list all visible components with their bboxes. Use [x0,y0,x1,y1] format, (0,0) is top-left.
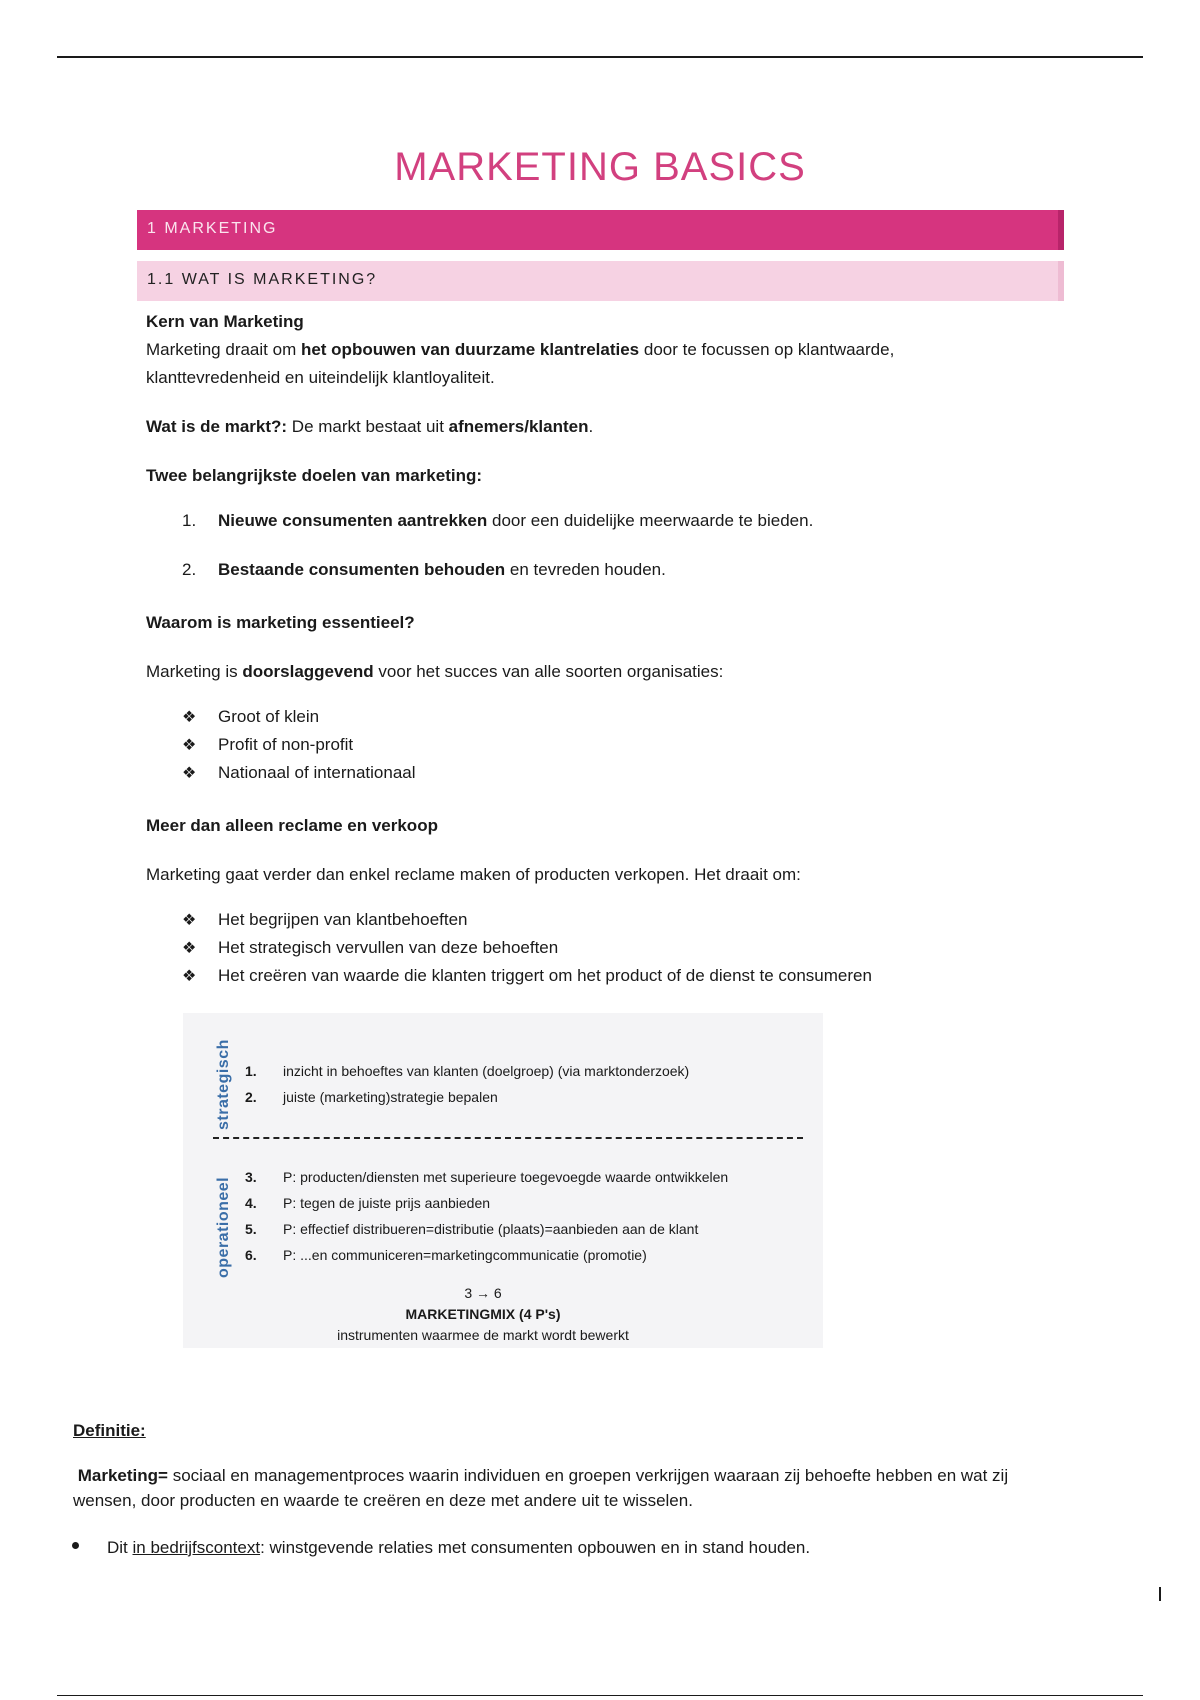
marketing-process-diagram: strategisch 1. inzicht in behoeftes van klanten (doelgroep) (via marktonderzoek) 2. juiste (marketing)strategie bepalen operationeel 3. P: producten/diensten met superieure toegevoegde waarde ontwikkelen 4. P: tegen de juiste prijs aanbieden 5. P: effectief distribueren=distributie (plaats)=aanbieden aan de klant 6. P: ...en communiceren=marketingcommunicatie (promotie) 3 → 6 MARKETINGMIX (4 P's) instrumenten waarmee de markt wordt bewerkt [183,1013,823,1348]
round-bullet-icon [72,1542,79,1549]
doelen-item: Bestaande consumenten behouden en tevreden houden. [218,560,666,579]
definitie-bullet: Dit in bedrijfscontext: winstgevende relaties met consumenten opbouwen en in stand houden. [107,1538,811,1557]
definitie-heading: Definitie: [73,1421,146,1440]
doelen-item: Nieuwe consumenten aantrekken door een duidelijke meerwaarde te bieden. [218,511,814,530]
diamond-bullet-icon: ❖ [182,968,197,985]
document-title: MARKETING BASICS [394,145,806,189]
diamond-bullet-icon: ❖ [182,737,197,754]
doelen-item-number: 2. [182,560,197,579]
diamond-bullet-icon: ❖ [182,912,197,929]
section-heading-1: 1 MARKETING [137,210,1064,250]
essentieel-heading: Waarom is marketing essentieel? [146,613,415,632]
essentieel-paragraph: Marketing is doorslaggevend voor het succes van alle soorten organisaties: [146,662,724,681]
meer-bullet: Het begrijpen van klantbehoeften [218,910,468,929]
essentieel-bullet: Groot of klein [218,707,320,726]
text-cursor [1159,1587,1161,1601]
essentieel-bullet: Profit of non-profit [218,735,354,754]
definitie-text-line-2: wensen, door producten en waarde te creëren en deze met andere uit te wisselen. [73,1491,693,1510]
diagram-caption: instrumenten waarmee de markt wordt bewerkt [337,1327,629,1343]
meer-paragraph: Marketing gaat verder dan enkel reclame maken of producten verkopen. Het draait om: [146,865,801,884]
essentieel-bullet: Nationaal of internationaal [218,763,416,782]
diagram-range: 3 → 6 [464,1285,502,1301]
markt-paragraph: Wat is de markt?: De markt bestaat uit afnemers/klanten. [146,417,594,436]
diagram-mix: MARKETINGMIX (4 P's) [405,1306,561,1322]
doelen-item-number: 1. [182,511,197,530]
section-heading-1-1: 1.1 WAT IS MARKETING? [137,261,1064,301]
kern-heading: Kern van Marketing [146,312,304,331]
kern-paragraph-line-1: Marketing draait om het opbouwen van duurzame klantrelaties door te focussen op klantwaarde, [146,340,895,359]
diamond-bullet-icon: ❖ [182,765,197,782]
diamond-bullet-icon: ❖ [182,709,197,726]
strategisch-label: strategisch [215,1039,232,1130]
bottom-rule [57,1695,1143,1696]
definitie-text-line-1: Marketing= sociaal en managementproces waarin individuen en groepen verkrijgen waaraan zij behoefte hebben en wat zij [77,1466,1009,1485]
kern-paragraph-line-2: klanttevredenheid en uiteindelijk klantloyaliteit. [146,368,495,387]
meer-heading: Meer dan alleen reclame en verkoop [146,816,438,835]
doelen-heading: Twee belangrijkste doelen van marketing: [146,466,483,485]
meer-bullet: Het creëren van waarde die klanten triggert om het product of de dienst te consumeren [218,966,872,985]
diamond-bullet-icon: ❖ [182,940,197,957]
top-rule [57,56,1143,58]
meer-bullet: Het strategisch vervullen van deze behoeften [218,938,559,957]
diagram-divider [213,1137,803,1139]
operationeel-label: operationeel [215,1176,232,1278]
